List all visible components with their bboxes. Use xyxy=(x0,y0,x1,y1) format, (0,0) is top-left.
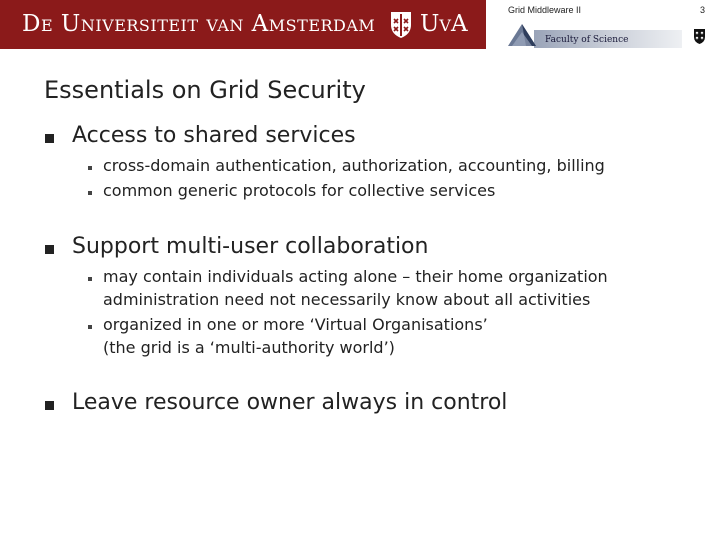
slide-title: Essentials on Grid Security xyxy=(44,76,366,104)
section-heading: Leave resource owner always in control xyxy=(72,390,508,415)
university-short-name: UvA xyxy=(420,11,468,37)
sub-bullet-icon xyxy=(88,325,92,329)
section-heading: Access to shared services xyxy=(72,123,356,148)
bullet-square-icon xyxy=(45,134,54,143)
bullet-square-icon xyxy=(45,245,54,254)
list-item-line: organized in one or more ‘Virtual Organisations’ xyxy=(103,315,488,334)
list-item: common generic protocols for collective services xyxy=(103,181,496,200)
course-name: Grid Middleware II xyxy=(508,5,582,15)
university-shield-icon xyxy=(389,9,413,39)
page-number: 3 xyxy=(700,5,706,15)
sub-bullet-icon xyxy=(88,166,92,170)
list-item: cross-domain authentication, authorization, accounting, billing xyxy=(103,156,605,175)
list-item-line: administration need not necessarily know about all activities xyxy=(103,290,591,309)
university-banner xyxy=(0,0,486,49)
list-item-line: may contain individuals acting alone – their home organization xyxy=(103,267,608,286)
sub-bullet-icon xyxy=(88,191,92,195)
university-name: De Universiteit van Amsterdam xyxy=(22,11,376,37)
uva-small-logo-icon xyxy=(693,28,706,45)
list-item-line: (the grid is a ‘multi-authority world’) xyxy=(103,338,395,357)
sub-bullet-icon xyxy=(88,277,92,281)
section-heading: Support multi-user collaboration xyxy=(72,234,429,259)
faculty-label: Faculty of Science xyxy=(545,35,629,45)
bullet-square-icon xyxy=(45,401,54,410)
